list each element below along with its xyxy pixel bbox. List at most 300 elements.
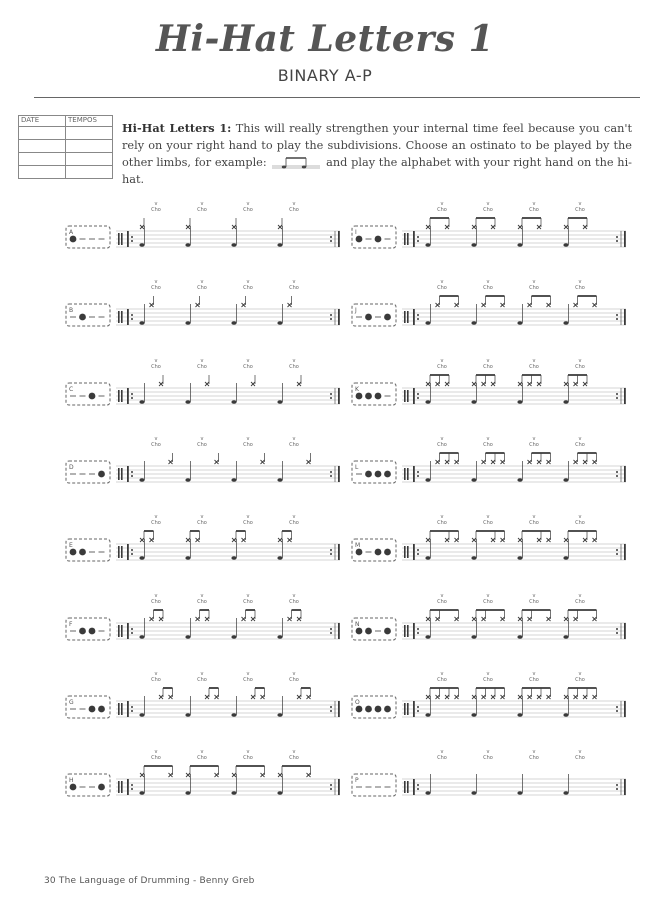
bass-note	[277, 321, 282, 325]
hihat-note	[472, 688, 476, 699]
notation-staff	[64, 511, 354, 571]
repeat-dot	[131, 706, 133, 708]
repeat-dot	[131, 314, 133, 316]
repeat-dot	[616, 710, 618, 712]
sticking-label: Cho	[483, 598, 493, 605]
practice-log-table	[18, 115, 113, 179]
repeat-bar	[338, 388, 340, 404]
bass-note	[231, 243, 236, 247]
bass-note	[185, 791, 190, 795]
hihat-note	[278, 218, 282, 229]
hihat-note	[491, 375, 495, 386]
hihat-note	[547, 531, 551, 542]
accent-mark: v	[200, 670, 204, 677]
sticking-label: Cho	[243, 755, 253, 762]
repeat-dot	[616, 706, 618, 708]
notation-staff	[64, 198, 354, 258]
accent-mark: v	[154, 279, 158, 286]
exercise-letter: P	[355, 777, 359, 785]
repeat-bar	[338, 701, 340, 717]
repeat-bar	[127, 231, 129, 247]
notation-staff	[350, 511, 640, 571]
percussion-clef	[407, 625, 409, 637]
accent-mark: v	[154, 592, 158, 599]
repeat-dot	[330, 632, 332, 634]
hihat-note	[501, 688, 505, 699]
hihat-note	[307, 766, 311, 777]
hihat-note	[196, 531, 200, 542]
hihat-note	[528, 453, 532, 464]
hihat-note	[445, 218, 449, 229]
repeat-dot	[330, 318, 332, 320]
hihat-note	[436, 375, 440, 386]
accent-mark: v	[578, 357, 582, 364]
bass-note	[425, 635, 430, 639]
sticking-label: Cho	[529, 285, 539, 292]
sticking-label: Cho	[437, 207, 447, 213]
repeat-dot	[330, 240, 332, 242]
notation-staff	[350, 198, 640, 258]
pattern-dot	[89, 627, 96, 634]
exercise-letter: M	[355, 542, 361, 550]
hihat-note	[426, 688, 430, 699]
percussion-clef	[121, 781, 123, 793]
exercise-h	[64, 746, 354, 804]
bass-note	[471, 713, 476, 717]
accent-mark: v	[200, 749, 204, 756]
pattern-dot	[356, 705, 363, 712]
bass-note	[185, 321, 190, 325]
accent-mark: v	[578, 514, 582, 521]
hihat-note	[574, 375, 578, 386]
bass-note	[517, 556, 522, 560]
sticking-label: Cho	[289, 441, 299, 448]
bass-note	[471, 321, 476, 325]
repeat-dot	[616, 393, 618, 395]
sticking-label: Cho	[289, 755, 299, 762]
hihat-note	[583, 688, 587, 699]
hihat-note	[159, 610, 163, 621]
letter-box	[66, 618, 110, 640]
hihat-note	[242, 531, 246, 542]
bass-note	[563, 400, 568, 404]
hihat-note	[445, 688, 449, 699]
exercise-j	[350, 276, 640, 334]
hihat-note	[528, 296, 532, 307]
sticking-label: Cho	[289, 676, 299, 683]
sticking-label: Cho	[243, 285, 253, 292]
sticking-label: Cho	[151, 207, 161, 213]
page-subtitle: BINARY A-P	[277, 66, 373, 85]
hihat-note	[251, 610, 255, 621]
repeat-dot	[330, 393, 332, 395]
accent-mark: v	[154, 514, 158, 521]
hihat-note	[501, 610, 505, 621]
repeat-dot	[131, 784, 133, 786]
accent-mark: v	[440, 749, 444, 756]
hihat-note	[455, 531, 459, 542]
pattern-dot	[89, 392, 96, 399]
repeat-bar	[413, 309, 415, 325]
sticking-label: Cho	[483, 755, 493, 762]
hihat-note	[593, 688, 597, 699]
accent-mark: v	[246, 749, 250, 756]
accent-mark: v	[154, 749, 158, 756]
sticking-label: Cho	[529, 598, 539, 605]
bass-note	[139, 243, 144, 247]
repeat-dot	[616, 314, 618, 316]
bass-note	[471, 400, 476, 404]
notation-staff	[64, 746, 354, 806]
accent-mark: v	[440, 514, 444, 521]
bass-note	[231, 791, 236, 795]
hihat-note	[574, 688, 578, 699]
exercise-letter: B	[69, 307, 74, 315]
bass-note	[563, 243, 568, 247]
accent-mark: v	[486, 357, 490, 364]
sticking-label: Cho	[197, 207, 207, 213]
hihat-note	[307, 688, 311, 699]
hihat-note	[261, 766, 265, 777]
instructions-paragraph	[122, 120, 632, 188]
bass-note	[139, 713, 144, 717]
bass-note	[563, 478, 568, 482]
log-cell[interactable]	[66, 153, 113, 166]
repeat-dot	[131, 710, 133, 712]
log-cell[interactable]	[19, 153, 66, 166]
hihat-note	[501, 531, 505, 542]
hihat-note	[426, 218, 430, 229]
accent-mark: v	[440, 279, 444, 286]
hihat-note	[482, 296, 486, 307]
repeat-dot	[417, 788, 419, 790]
exercise-letter: D	[69, 463, 74, 471]
accent-mark: v	[578, 201, 582, 207]
bass-note	[517, 635, 522, 639]
notation-staff	[350, 433, 640, 493]
sticking-label: Cho	[243, 598, 253, 605]
repeat-dot	[330, 788, 332, 790]
pattern-dot	[384, 470, 391, 477]
repeat-dot	[131, 553, 133, 555]
accent-mark: v	[486, 435, 490, 442]
exercise-letter: C	[69, 385, 74, 393]
bass-note	[471, 635, 476, 639]
bass-note	[277, 400, 282, 404]
exercise-letter: G	[69, 698, 74, 706]
percussion-clef	[404, 468, 406, 480]
accent-mark: v	[532, 670, 536, 677]
log-header-date: DATE	[19, 116, 66, 127]
pattern-dot	[70, 549, 77, 556]
bass-note	[277, 243, 282, 247]
repeat-bar	[127, 466, 129, 482]
repeat-dot	[330, 553, 332, 555]
accent-mark: v	[532, 201, 536, 207]
notation-staff	[350, 746, 640, 806]
repeat-dot	[330, 784, 332, 786]
percussion-clef	[118, 703, 120, 715]
log-cell[interactable]	[66, 127, 113, 140]
bass-note	[425, 478, 430, 482]
notation-staff	[350, 355, 640, 415]
repeat-bar	[624, 779, 626, 795]
percussion-clef	[118, 233, 120, 245]
bass-note	[185, 635, 190, 639]
sticking-label: Cho	[483, 207, 493, 213]
sticking-label: Cho	[437, 598, 447, 605]
repeat-dot	[131, 471, 133, 473]
sticking-label: Cho	[197, 598, 207, 605]
sticking-label: Cho	[529, 207, 539, 213]
repeat-dot	[616, 236, 618, 238]
instructions-text-continued: and play the alphabet with your right hand on the hi-hat.	[122, 156, 632, 186]
repeat-bar	[127, 309, 129, 325]
repeat-dot	[330, 706, 332, 708]
repeat-dot	[417, 784, 419, 786]
accent-mark: v	[532, 592, 536, 599]
sticking-label: Cho	[289, 285, 299, 292]
repeat-bar	[413, 388, 415, 404]
bass-note	[277, 713, 282, 717]
repeat-dot	[616, 553, 618, 555]
hihat-note	[242, 296, 246, 307]
repeat-bar	[338, 623, 340, 639]
bass-note	[231, 635, 236, 639]
accent-mark: v	[440, 670, 444, 677]
sticking-label: Cho	[151, 598, 161, 605]
sticking-label: Cho	[575, 755, 585, 762]
hihat-note	[564, 688, 568, 699]
hihat-note	[297, 610, 301, 621]
hihat-note	[455, 453, 459, 464]
bass-note	[471, 791, 476, 795]
hihat-note	[564, 375, 568, 386]
repeat-bar	[127, 701, 129, 717]
percussion-clef	[404, 311, 406, 323]
instructions-text: This will really strengthen your internal time feel because you can't rely on your right hand to play the subdivisions. Choose an ostinato to be played by the other limbs, for example:	[122, 122, 633, 169]
log-row	[19, 153, 113, 166]
sticking-label: Cho	[151, 441, 161, 448]
percussion-clef	[404, 703, 406, 715]
exercise-g	[64, 668, 354, 726]
sticking-label: Cho	[437, 285, 447, 292]
hihat-note	[537, 688, 541, 699]
sticking-label: Cho	[289, 363, 299, 370]
hihat-note	[445, 375, 449, 386]
bass-note	[425, 791, 430, 795]
sticking-label: Cho	[151, 363, 161, 370]
hihat-note	[232, 218, 236, 229]
page-footer: 30 The Language of Drumming - Benny Greb	[44, 876, 255, 886]
hihat-note	[445, 531, 449, 542]
bass-note	[277, 556, 282, 560]
pattern-dot	[356, 392, 363, 399]
hihat-note	[278, 531, 282, 542]
hihat-note	[436, 453, 440, 464]
notation-staff	[350, 668, 640, 728]
accent-mark: v	[246, 670, 250, 677]
bass-note	[517, 478, 522, 482]
hihat-note	[426, 375, 430, 386]
pattern-dot	[384, 705, 391, 712]
sticking-label: Cho	[289, 207, 299, 213]
percussion-clef	[121, 233, 123, 245]
hihat-note	[593, 531, 597, 542]
pattern-dot	[384, 627, 391, 634]
accent-mark: v	[292, 201, 296, 207]
bass-note	[563, 635, 568, 639]
hihat-note	[297, 688, 301, 699]
accent-mark: v	[578, 279, 582, 286]
bass-note	[425, 321, 430, 325]
percussion-clef	[118, 468, 120, 480]
log-cell[interactable]	[19, 140, 66, 153]
hihat-note	[288, 296, 292, 307]
pattern-dot	[356, 236, 363, 243]
hihat-note	[150, 296, 154, 307]
hihat-note	[564, 218, 568, 229]
exercise-letter: K	[355, 385, 359, 393]
accent-mark: v	[292, 435, 296, 442]
repeat-bar	[127, 388, 129, 404]
accent-mark: v	[578, 435, 582, 442]
percussion-clef	[404, 625, 406, 637]
exercise-b	[64, 276, 354, 334]
pattern-dot	[79, 314, 86, 321]
hihat-note	[445, 453, 449, 464]
bass-note	[277, 791, 282, 795]
hihat-note	[491, 453, 495, 464]
hihat-note	[593, 453, 597, 464]
bass-note	[277, 635, 282, 639]
bass-note	[517, 791, 522, 795]
accent-mark: v	[532, 357, 536, 364]
log-cell[interactable]	[19, 127, 66, 140]
bass-note	[517, 400, 522, 404]
exercise-o	[350, 668, 640, 726]
percussion-clef	[118, 546, 120, 558]
hihat-note	[518, 218, 522, 229]
repeat-dot	[131, 475, 133, 477]
repeat-bar	[338, 231, 340, 247]
repeat-dot	[417, 475, 419, 477]
exercise-letter: N	[355, 620, 360, 628]
sticking-label: Cho	[483, 676, 493, 683]
hihat-note	[491, 531, 495, 542]
sticking-label: Cho	[483, 285, 493, 292]
accent-mark: v	[292, 592, 296, 599]
accent-mark: v	[532, 279, 536, 286]
percussion-clef	[121, 625, 123, 637]
notation-staff	[64, 668, 354, 728]
bass-note	[563, 321, 568, 325]
percussion-clef	[121, 311, 123, 323]
repeat-dot	[131, 628, 133, 630]
hihat-note	[169, 766, 173, 777]
accent-mark: v	[200, 435, 204, 442]
hihat-note	[196, 296, 200, 307]
repeat-dot	[131, 393, 133, 395]
log-cell[interactable]	[66, 140, 113, 153]
accent-mark: v	[246, 357, 250, 364]
repeat-dot	[330, 236, 332, 238]
hihat-note	[288, 610, 292, 621]
sticking-label: Cho	[197, 441, 207, 448]
hihat-note	[564, 610, 568, 621]
hihat-note	[528, 610, 532, 621]
accent-mark: v	[486, 592, 490, 599]
percussion-clef	[121, 390, 123, 402]
repeat-dot	[330, 549, 332, 551]
hihat-note	[518, 531, 522, 542]
accent-mark: v	[440, 357, 444, 364]
bass-note	[231, 713, 236, 717]
log-cell[interactable]	[66, 166, 113, 179]
hihat-note	[215, 688, 219, 699]
accent-mark: v	[200, 514, 204, 521]
hihat-note	[196, 610, 200, 621]
repeat-dot	[417, 710, 419, 712]
pattern-dot	[365, 705, 372, 712]
bass-note	[425, 243, 430, 247]
sticking-label: Cho	[197, 520, 207, 527]
log-header-tempos: TEMPOS	[66, 116, 113, 127]
accent-mark: v	[246, 279, 250, 286]
hihat-note	[251, 688, 255, 699]
log-cell[interactable]	[19, 166, 66, 179]
bass-note	[231, 478, 236, 482]
repeat-dot	[330, 475, 332, 477]
hihat-note	[278, 766, 282, 777]
exercise-l	[350, 433, 640, 491]
exercise-letter: I	[355, 229, 357, 236]
repeat-dot	[616, 632, 618, 634]
sticking-label: Cho	[575, 676, 585, 683]
bass-note	[139, 556, 144, 560]
accent-mark: v	[200, 357, 204, 364]
accent-mark: v	[246, 201, 250, 207]
sticking-label: Cho	[151, 285, 161, 292]
notation-staff	[350, 276, 640, 336]
hihat-note	[547, 453, 551, 464]
hihat-note	[547, 296, 551, 307]
sticking-label: Cho	[243, 520, 253, 527]
repeat-bar	[624, 544, 626, 560]
percussion-clef	[404, 233, 406, 245]
repeat-dot	[417, 632, 419, 634]
pattern-dot	[384, 549, 391, 556]
repeat-bar	[413, 701, 415, 717]
repeat-dot	[616, 628, 618, 630]
repeat-dot	[131, 236, 133, 238]
exercise-p	[350, 746, 640, 804]
repeat-dot	[417, 549, 419, 551]
log-row	[19, 127, 113, 140]
accent-mark: v	[532, 749, 536, 756]
hihat-note	[205, 688, 209, 699]
accent-mark: v	[440, 435, 444, 442]
percussion-clef	[407, 311, 409, 323]
repeat-dot	[330, 471, 332, 473]
accent-mark: v	[486, 279, 490, 286]
exercise-letter: F	[69, 620, 73, 628]
exercise-d	[64, 433, 354, 491]
repeat-dot	[616, 240, 618, 242]
hihat-note	[537, 453, 541, 464]
hihat-note	[455, 688, 459, 699]
repeat-bar	[413, 231, 415, 247]
